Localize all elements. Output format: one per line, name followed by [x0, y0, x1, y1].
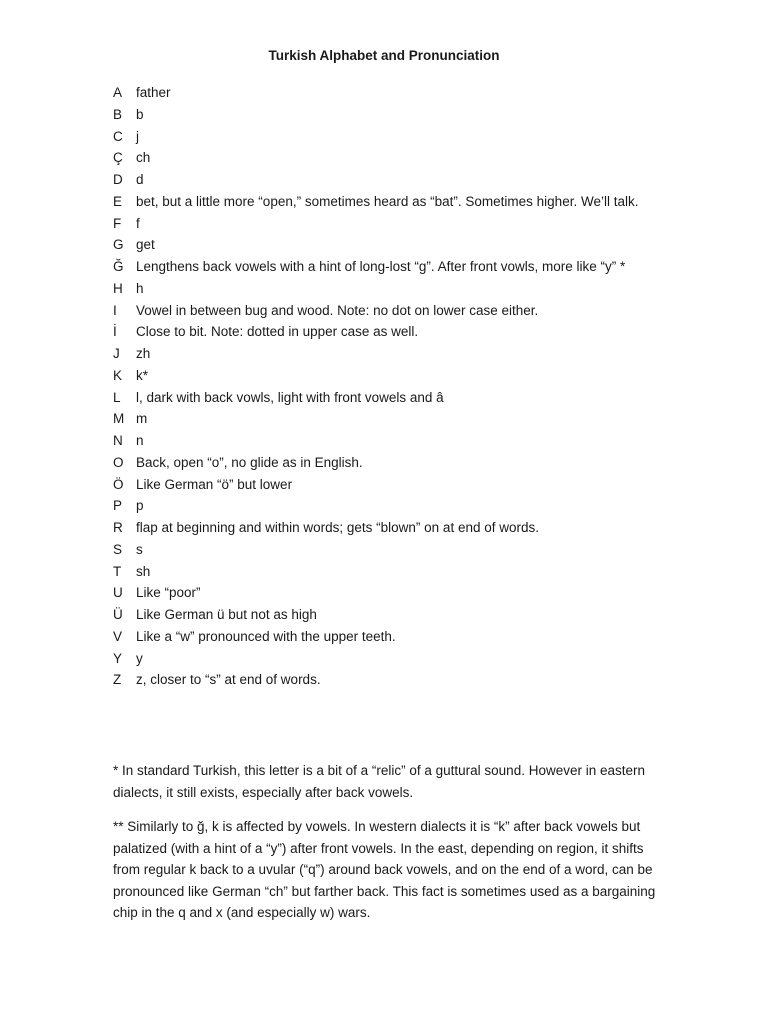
alphabet-row [113, 213, 658, 235]
pronunciation: p [136, 498, 144, 514]
letter: Ç [113, 150, 123, 166]
pronunciation: sh [136, 563, 151, 579]
letter: O [113, 454, 124, 470]
pronunciation: k* [136, 367, 149, 383]
footnotes [113, 760, 659, 937]
alphabet-row [113, 582, 658, 604]
alphabet-row [113, 365, 658, 387]
letter: G [113, 237, 124, 253]
pronunciation: y [136, 650, 143, 666]
pronunciation: Lengthens back vowels with a hint of long-lost “g”. After front vowls, more like “y” * [136, 259, 626, 274]
pronunciation: zh [136, 346, 151, 361]
alphabet-row [113, 648, 658, 670]
pronunciation: Like a “w” pronounced with the upper teeth. [136, 628, 396, 644]
pronunciation: b [136, 106, 144, 122]
pronunciation: Vowel in between bug and wood. Note: no dot on lower case either. [136, 302, 539, 318]
letter: Ğ [113, 259, 124, 274]
footnote: * In standard Turkish, this letter is a bit of a “relic” of a guttural sound. However in eastern dialects, it still exists, especially after back vowels. [113, 763, 646, 800]
footnote: ** Similarly to ğ, k is affected by vowels. In western dialects it is “k” after back vowels but palatized (with a hint of a “y”) after front vowels. In the east, depending on region, it shifts from regular k back to a uvular (“q”) around back vowels, and on the end of a word, can be pronounced like German “ch” but farther back. This fact is sometimes used as a bargaining chip in the q and x (and especially w) wars. [113, 819, 656, 920]
letter: K [113, 367, 123, 383]
alphabet-row [113, 452, 658, 474]
alphabet-row [113, 408, 658, 430]
pronunciation: h [136, 280, 144, 296]
letter: J [113, 346, 120, 361]
alphabet-row [113, 387, 658, 409]
alphabet-row [113, 561, 658, 583]
letter: L [113, 389, 121, 405]
letter: Ö [113, 476, 124, 492]
alphabet-row [113, 604, 658, 626]
alphabet-row [113, 430, 658, 452]
alphabet-row [113, 256, 658, 278]
letter: I [113, 302, 117, 318]
alphabet-row [113, 474, 658, 496]
letter: D [113, 172, 123, 187]
pronunciation: l, dark with back vowls, light with front vowels and â [136, 389, 444, 405]
alphabet-row [113, 147, 658, 169]
pronunciation: ch [136, 150, 151, 166]
letter: H [113, 280, 123, 296]
alphabet-row [113, 300, 658, 322]
letter: S [113, 541, 123, 557]
pronunciation: bet, but a little more “open,” sometimes heard as “bat”. Sometimes higher. We’ll talk. [136, 193, 639, 209]
alphabet-row [113, 495, 658, 517]
letter: Ü [113, 607, 123, 622]
pronunciation: get [136, 237, 155, 253]
letter: İ [113, 324, 117, 340]
letter: M [113, 411, 125, 427]
letter: C [113, 128, 123, 144]
letter: E [113, 193, 123, 209]
pronunciation: j [136, 128, 139, 144]
pronunciation: s [136, 541, 143, 557]
alphabet-row [113, 343, 658, 365]
alphabet-row [113, 191, 658, 213]
pronunciation: father [136, 85, 171, 100]
pronunciation: n [136, 433, 144, 448]
letter: B [113, 106, 123, 122]
letter: F [113, 215, 122, 231]
pronunciation: Back, open “o”, no glide as in English. [136, 454, 363, 470]
alphabet-row [113, 278, 658, 300]
pronunciation: f [136, 215, 140, 231]
letter: U [113, 585, 123, 601]
letter: Y [113, 650, 123, 666]
pronunciation: Close to bit. Note: dotted in upper case as well. [136, 324, 419, 340]
alphabet-row [113, 321, 658, 343]
alphabet-row [113, 234, 658, 256]
pronunciation: m [136, 411, 148, 427]
page-title: Turkish Alphabet and Pronunciation [268, 48, 500, 63]
pronunciation: flap at beginning and within words; gets “blown” on at end of words. [136, 520, 539, 535]
letter: P [113, 498, 123, 514]
letter: R [113, 520, 123, 535]
alphabet-row [113, 104, 658, 126]
letter: N [113, 433, 123, 448]
alphabet-row [113, 126, 658, 148]
pronunciation: Like “poor” [136, 585, 201, 601]
alphabet-row [113, 517, 658, 539]
letter: Z [113, 672, 122, 688]
letter: T [113, 563, 122, 579]
pronunciation: Like German ü but not as high [136, 607, 317, 622]
alphabet-row [113, 626, 658, 648]
alphabet-row [113, 169, 658, 191]
letter: V [113, 628, 123, 644]
alphabet-row [113, 669, 658, 691]
pronunciation: Like German “ö” but lower [136, 476, 293, 492]
pronunciation: z, closer to “s” at end of words. [136, 672, 321, 688]
letter: A [113, 85, 123, 100]
alphabet-list [113, 82, 658, 691]
alphabet-row [113, 539, 658, 561]
pronunciation: d [136, 172, 144, 187]
alphabet-row [113, 82, 658, 104]
